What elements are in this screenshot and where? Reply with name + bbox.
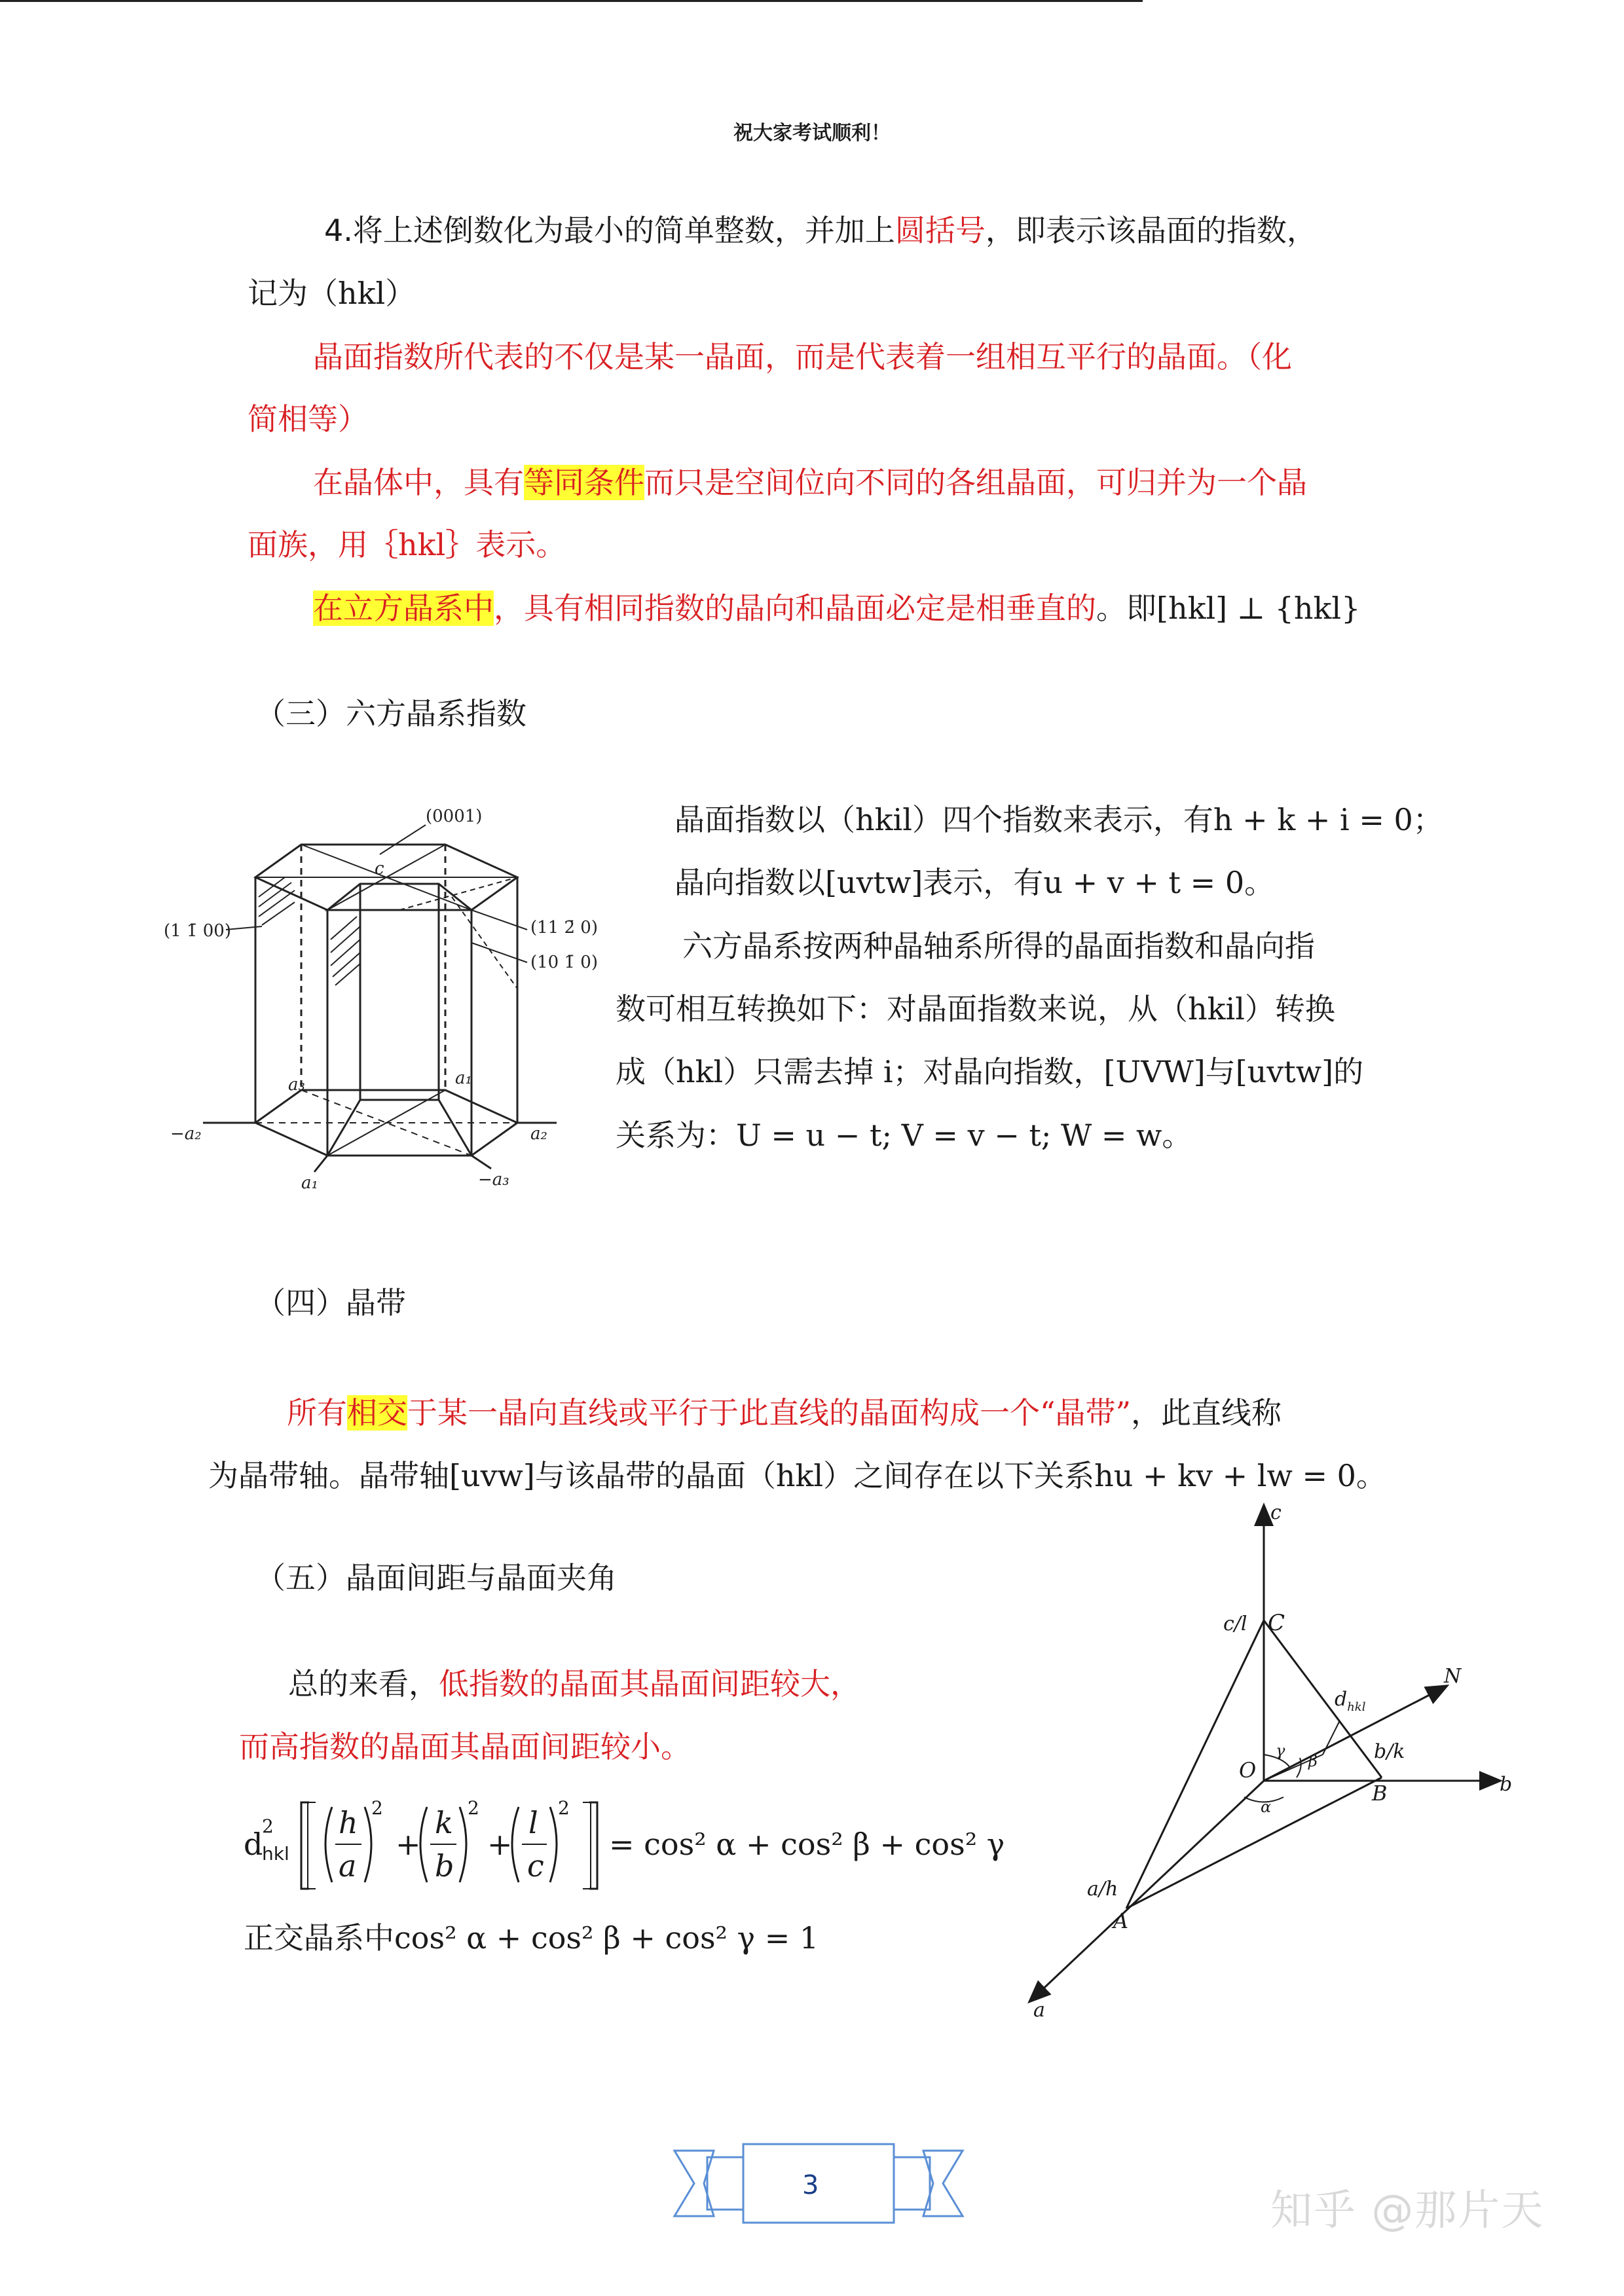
zone-line-1 xyxy=(287,1393,1282,1432)
plane-family-text-2: 而只是空间位向不同的各组晶面，可归并为一个晶 xyxy=(644,465,1307,500)
label-beta: β xyxy=(1308,1752,1318,1770)
eq-c: c xyxy=(527,1848,544,1884)
label-c: c xyxy=(375,859,384,879)
label-gamma: γ xyxy=(1276,1741,1285,1760)
plane-family-text: 在晶体中，具有 xyxy=(313,465,524,500)
hex-line-3: 六方晶系按两种晶轴系所得的晶面指数和晶向指 xyxy=(682,928,1315,964)
spacing-text-red: 低指数的晶面其晶面间距较大， xyxy=(439,1666,860,1702)
label-c-over-l: c/l xyxy=(1223,1613,1247,1635)
miller-index-note-cont: 简相等） xyxy=(248,401,368,437)
hex-line-1: 晶面指数以（hkil）四个指数来表示，有h + k + i = 0； xyxy=(674,802,1443,837)
label-neg-a3: −a₃ xyxy=(478,1170,509,1190)
highlight-intersect: 相交 xyxy=(347,1395,407,1430)
label-a1-top: a₁ xyxy=(455,1068,472,1088)
paragraph-step4 xyxy=(324,211,1317,250)
eq-d: d xyxy=(244,1827,263,1862)
label-dhkl xyxy=(1335,1688,1366,1714)
label-0001: (0001) xyxy=(426,807,483,826)
label-1-100: (1 1̄ 00) xyxy=(164,921,231,941)
label-10-10: (10 1̄ 0) xyxy=(530,953,598,972)
label-11-20: (11 2̄ 0) xyxy=(530,918,598,938)
hex-line-5: 成（hkl）只需去掉 i；对晶向指数，[UVW]与[uvtw]的 xyxy=(616,1054,1364,1089)
spacing-text-a: 总的来看， xyxy=(288,1666,439,1702)
label-neg-a2: −a₂ xyxy=(170,1124,202,1144)
orthogonal-equation: 正交晶系中cos² α + cos² β + cos² γ = 1 xyxy=(244,1920,819,1956)
heading-hexagonal: （三）六方晶系指数 xyxy=(255,696,526,731)
label-B: B xyxy=(1372,1781,1388,1806)
label-C: C xyxy=(1268,1610,1285,1636)
label-a3-top: a₃ xyxy=(288,1075,305,1095)
label-a-axis: a xyxy=(1033,1999,1045,2022)
watermark: 知乎 @那片天 xyxy=(1270,2187,1545,2235)
hexagonal-prism-figure xyxy=(164,792,598,1198)
eq-k: k xyxy=(435,1805,453,1840)
label-a1: a₁ xyxy=(301,1173,318,1193)
round-brackets-term: 圆括号 xyxy=(895,213,986,248)
a-axis xyxy=(1035,1781,1264,1997)
eq-exp-1: 2 xyxy=(371,1797,383,1819)
page-header: 祝大家考试顺利！ xyxy=(733,122,891,145)
label-d: d xyxy=(1335,1688,1348,1711)
cubic-note-red: ，具有相同指数的晶向和晶面必定是相垂直的 xyxy=(494,591,1096,626)
label-b-over-k: b/k xyxy=(1374,1740,1405,1763)
zone-line-2: 为晶带轴。晶带轴[uvw]与该晶带的晶面（hkl）之间存在以下关系hu + kv + lw = 0。 xyxy=(208,1458,1386,1493)
spacing-line-1 xyxy=(288,1664,860,1704)
hex-line-2: 晶向指数以[uvtw]表示，有u + v + t = 0。 xyxy=(674,865,1275,900)
hex-line-4: 数可相互转换如下：对晶面指数来说，从（hkil）转换 xyxy=(616,991,1335,1027)
eq-plus-1: + xyxy=(396,1827,421,1862)
eq-d-sup: 2 xyxy=(262,1815,274,1837)
label-c-axis: c xyxy=(1270,1501,1282,1524)
eq-d-sub: hkl xyxy=(262,1843,289,1865)
label-a-over-h: a/h xyxy=(1087,1878,1118,1901)
eq-rhs: = cos² α + cos² β + cos² γ xyxy=(609,1827,1005,1862)
zone-text-a: 所有 xyxy=(287,1395,347,1430)
header-divider xyxy=(0,0,1143,2)
spacing-equation xyxy=(244,1797,1016,1895)
plane-spacing-figure xyxy=(1008,1499,1526,2023)
cubic-note-formula: 。即[hkl] ⊥ {hkl} xyxy=(1096,591,1361,626)
eq-h: h xyxy=(339,1805,358,1840)
eq-l: l xyxy=(528,1805,538,1840)
label-d-sub: hkl xyxy=(1347,1700,1366,1714)
eq-exp-3: 2 xyxy=(558,1797,570,1819)
eq-plus-2: + xyxy=(487,1827,513,1862)
label-N: N xyxy=(1444,1665,1462,1688)
highlight-equivalent-conditions: 等同条件 xyxy=(524,465,644,500)
heading-zone: （四）晶带 xyxy=(255,1285,406,1321)
label-b-axis: b xyxy=(1500,1773,1513,1796)
label-A: A xyxy=(1113,1908,1129,1933)
step4-text: 4.将上述倒数化为最小的简单整数，并加上 xyxy=(324,213,895,248)
eq-exp-2: 2 xyxy=(468,1797,479,1819)
heading-spacing: （五）晶面间距与晶面夹角 xyxy=(255,1560,617,1595)
eq-b: b xyxy=(435,1848,454,1884)
hex-line-6: 关系为：U = u − t; V = v − t; W = w。 xyxy=(616,1118,1192,1153)
spacing-line-2: 而高指数的晶面其晶面间距较小。 xyxy=(239,1729,691,1764)
step4-continued: 记为（hkl） xyxy=(248,276,416,311)
step4-text-end: ，即表示该晶面的指数， xyxy=(985,213,1317,248)
edge-AB xyxy=(1126,1777,1382,1908)
eq-a: a xyxy=(339,1848,357,1884)
plane-family-note-cont: 面族，用｛hkl｝表示。 xyxy=(248,527,566,562)
plane-family-note xyxy=(313,463,1307,502)
page-number: 3 xyxy=(802,2170,819,2200)
label-a2: a₂ xyxy=(530,1124,547,1144)
zone-text-c: ，此直线称 xyxy=(1131,1395,1282,1430)
label-O: O xyxy=(1239,1758,1257,1783)
highlight-cubic-system: 在立方晶系中 xyxy=(313,591,494,626)
cubic-perpendicular-note xyxy=(313,589,1360,628)
miller-index-note: 晶面指数所代表的不仅是某一晶面，而是代表着一组相互平行的晶面。（化 xyxy=(313,339,1292,374)
label-alpha: α xyxy=(1261,1798,1272,1816)
zone-text-b: 于某一晶向直线或平行于此直线的晶面构成一个“晶带” xyxy=(407,1395,1132,1430)
